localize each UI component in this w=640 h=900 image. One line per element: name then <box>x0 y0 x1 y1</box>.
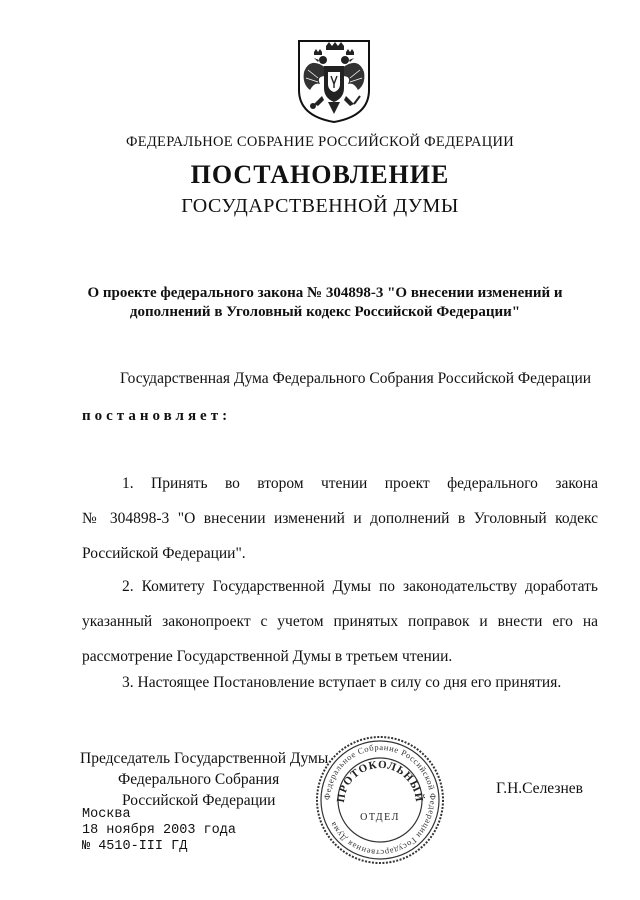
resolution-item-3: 3. Настоящее Постановление вступает в силу со дня его принятия. <box>122 674 562 691</box>
stamp-center-bottom: ОТДЕЛ <box>360 812 400 823</box>
resolution-subject <box>60 284 590 322</box>
signer-name: Г.Н.Селезнев <box>496 780 583 797</box>
item-1-continuation: № 304898-3 "О внесении изменений и дополнений в Уголовный кодекс Российской Федерации". <box>82 510 598 562</box>
resolution-item-2: 2. Комитету Государственной Думы по законодательству доработать указанный законопроект с учетом принятых поправок и внести его на рассмотрение Государственной Думы в третьем чтении. <box>82 578 598 665</box>
document-title: ПОСТАНОВЛЕНИЕ <box>190 160 450 189</box>
meta-date: 18 ноября 2003 года <box>82 823 236 838</box>
meta-number: № 4510-III ГД <box>82 839 188 854</box>
role-line-1: Председатель Государственной Думы <box>80 750 329 767</box>
stamp-center-top: ПРОТОКОЛЬНЫЙ <box>334 758 426 804</box>
svg-text:ПРОТОКОЛЬНЫЙ <box>335 759 425 804</box>
stamp-ring-text: Федеральное Собрание Российской Федерации Государственная Дума <box>321 741 439 859</box>
meta-city: Москва <box>82 807 131 822</box>
role-line-3: Российской Федерации <box>122 792 276 809</box>
official-stamp <box>314 734 446 866</box>
resolution-item-1 <box>82 466 598 571</box>
document-subtitle: ГОСУДАРСТВЕННОЙ ДУМЫ <box>181 195 459 217</box>
role-line-2: Федерального Собрания <box>118 771 280 788</box>
preamble-text: Государственная Дума Федерального Собрания Российской Федерации <box>120 370 592 387</box>
resolves-word: постановляет: <box>82 408 232 424</box>
assembly-heading: ФЕДЕРАЛЬНОЕ СОБРАНИЕ РОССИЙСКОЙ ФЕДЕРАЦИИ <box>125 134 515 150</box>
document-meta <box>82 807 236 855</box>
signatory-role <box>80 748 328 811</box>
item-1-first-line: 1. Принять во втором чтении проект федерального закона <box>122 475 598 492</box>
coat-of-arms-emblem <box>296 38 372 124</box>
subject-line-1: О проекте федерального закона № 304898-3 "О внесении изменений и <box>87 285 563 301</box>
subject-line-2: дополнений в Уголовный кодекс Российской Федерации" <box>129 304 521 320</box>
